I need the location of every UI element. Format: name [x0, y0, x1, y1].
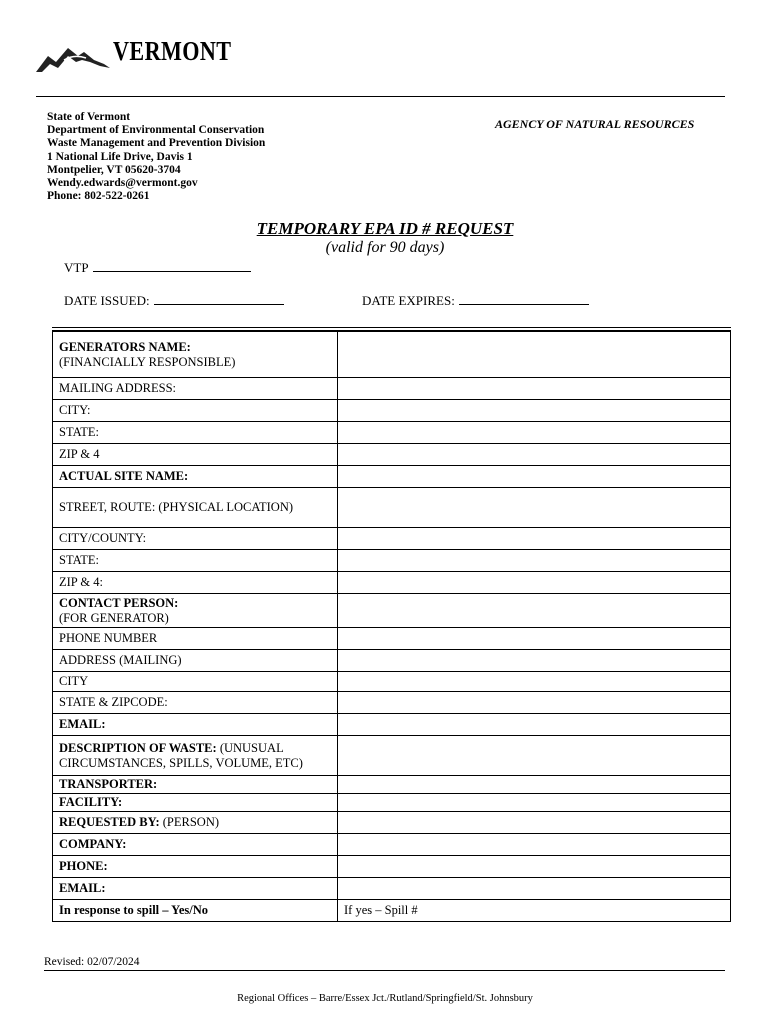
- field-value-input[interactable]: [338, 692, 731, 714]
- field-label: [53, 714, 338, 736]
- field-value-input[interactable]: [338, 650, 731, 672]
- field-label: [53, 856, 338, 878]
- field-label-text: STATE:: [59, 553, 99, 567]
- field-value-input[interactable]: [338, 550, 731, 572]
- field-label-text: CITY:: [59, 403, 91, 417]
- vermont-logo-icon: [34, 42, 114, 76]
- field-label-text: PHONE NUMBER: [59, 631, 158, 645]
- address-line: State of Vermont: [47, 111, 131, 123]
- date-issued-label: DATE ISSUED:: [64, 293, 150, 308]
- field-value-input[interactable]: [338, 378, 731, 400]
- field-value-input[interactable]: [338, 878, 731, 900]
- field-label-bold: CONTACT PERSON:: [59, 595, 179, 610]
- field-label-text: (FINANCIALLY RESPONSIBLE): [59, 354, 236, 369]
- date-expires-input[interactable]: [459, 292, 589, 305]
- field-value-input[interactable]: [338, 332, 731, 378]
- field-label: [53, 878, 338, 900]
- address-email: Wendy.edwards@vermont.gov: [47, 177, 198, 190]
- revised-date: Revised: 02/07/2024: [44, 956, 140, 968]
- field-label: [53, 650, 338, 672]
- table-row: [53, 444, 731, 466]
- field-label-text: ADDRESS (MAILING): [59, 653, 182, 667]
- table-row: [53, 332, 731, 378]
- vtp-label: VTP: [64, 260, 89, 275]
- field-value-input[interactable]: [338, 776, 731, 794]
- table-row: [53, 692, 731, 714]
- field-label: [53, 444, 338, 466]
- field-label-bold: EMAIL:: [59, 717, 106, 731]
- table-row: [53, 572, 731, 594]
- field-value-input[interactable]: [338, 444, 731, 466]
- address-line: Montpelier, VT 05620-3704: [47, 163, 181, 176]
- table-row: [53, 400, 731, 422]
- field-value-input[interactable]: [338, 812, 731, 834]
- field-label-bold: ACTUAL SITE NAME:: [59, 469, 189, 483]
- field-label-bold: GENERATORS NAME:: [59, 339, 191, 354]
- field-value-input[interactable]: [338, 672, 731, 692]
- vtp-input[interactable]: [93, 259, 251, 272]
- address-line: Waste Management and Prevention Division: [47, 137, 266, 150]
- field-value-input[interactable]: [338, 736, 731, 776]
- field-label-text: STATE & ZIPCODE:: [59, 695, 168, 709]
- address-line: 1 National Life Drive, Davis 1: [47, 150, 193, 163]
- agency-name: AGENCY OF NATURAL RESOURCES: [495, 117, 695, 131]
- field-value-input[interactable]: [338, 856, 731, 878]
- field-label: [53, 900, 338, 922]
- field-label-bold: TRANSPORTER:: [59, 777, 158, 791]
- table-row: [53, 378, 731, 400]
- table-row: [53, 878, 731, 900]
- field-label: [53, 834, 338, 856]
- field-value-input[interactable]: If yes – Spill #: [338, 900, 731, 922]
- table-row: [53, 714, 731, 736]
- table-row: [53, 834, 731, 856]
- field-label-text: ZIP & 4: [59, 447, 100, 461]
- field-label-bold: COMPANY:: [59, 837, 127, 851]
- field-label: [53, 528, 338, 550]
- field-label: [53, 736, 338, 776]
- address-phone: Phone: 802-522-0261: [47, 190, 150, 203]
- date-issued-field: [64, 292, 284, 309]
- field-label-text: (FOR GENERATOR): [59, 610, 169, 625]
- table-row: [53, 466, 731, 488]
- table-row: [53, 776, 731, 794]
- table-row: [53, 488, 731, 528]
- table-row: [53, 650, 731, 672]
- field-label-text: CITY: [59, 674, 89, 688]
- field-label: [53, 794, 338, 812]
- field-value-input[interactable]: [338, 628, 731, 650]
- field-label-bold: PHONE:: [59, 859, 108, 873]
- logo-wordmark: VERMONT: [113, 36, 232, 66]
- field-label: [53, 812, 338, 834]
- field-label: [53, 776, 338, 794]
- date-issued-input[interactable]: [154, 292, 284, 305]
- field-label: [53, 594, 338, 628]
- field-label-bold: DESCRIPTION OF WASTE:: [59, 740, 217, 755]
- address-line: Department of Environmental Conservation: [47, 124, 265, 137]
- address-block: [47, 111, 265, 203]
- field-label-text: STATE:: [59, 425, 99, 439]
- request-form-table: [52, 327, 731, 922]
- field-label: [53, 400, 338, 422]
- field-label-bold: In response to spill – Yes/No: [59, 903, 208, 917]
- header-divider: [36, 96, 725, 97]
- table-row: [53, 856, 731, 878]
- field-label: [53, 692, 338, 714]
- vtp-field: [64, 259, 251, 276]
- table-row: [53, 422, 731, 444]
- field-label-text: (UNUSUAL CIRCUMSTANCES, SPILLS, VOLUME, ETC): [59, 740, 303, 770]
- table-row: [53, 672, 731, 692]
- table-row: [53, 736, 731, 776]
- field-label-text: MAILING ADDRESS:: [59, 381, 177, 395]
- date-expires-label: DATE EXPIRES:: [362, 293, 455, 308]
- field-value-input[interactable]: [338, 422, 731, 444]
- field-label-text: CITY/COUNTY:: [59, 531, 147, 545]
- field-label: [53, 378, 338, 400]
- field-value-input[interactable]: [338, 834, 731, 856]
- date-expires-field: [362, 292, 589, 309]
- form-subtitle: (valid for 90 days): [325, 239, 445, 256]
- field-value-input[interactable]: [338, 466, 731, 488]
- field-label: [53, 332, 338, 378]
- field-label: [53, 422, 338, 444]
- table-row: [53, 594, 731, 628]
- field-value-input[interactable]: [338, 488, 731, 528]
- table-row: [53, 812, 731, 834]
- field-label-bold: EMAIL:: [59, 881, 106, 895]
- field-value-input[interactable]: [338, 714, 731, 736]
- regional-offices: Regional Offices – Barre/Essex Jct./Rutland/Springfield/St. Johnsbury: [237, 993, 533, 1004]
- field-value-input[interactable]: [338, 400, 731, 422]
- field-value-input[interactable]: [338, 572, 731, 594]
- form-title: TEMPORARY EPA ID # REQUEST: [256, 219, 514, 238]
- field-label: [53, 466, 338, 488]
- field-label: [53, 572, 338, 594]
- field-label-text: ZIP & 4:: [59, 575, 103, 589]
- field-label-bold: FACILITY:: [59, 795, 123, 809]
- field-value-input[interactable]: [338, 528, 731, 550]
- field-label: [53, 488, 338, 528]
- table-row: [53, 550, 731, 572]
- field-value-input[interactable]: [338, 794, 731, 812]
- table-row: [53, 900, 731, 922]
- table-row: [53, 628, 731, 650]
- field-value-input[interactable]: [338, 594, 731, 628]
- table-row: [53, 794, 731, 812]
- field-label: [53, 672, 338, 692]
- table-row: [53, 528, 731, 550]
- field-label-text: STREET, ROUTE: (PHYSICAL LOCATION): [59, 500, 294, 514]
- field-label-text: (PERSON): [159, 815, 220, 829]
- field-label-bold: REQUESTED BY:: [59, 815, 160, 829]
- field-label: [53, 628, 338, 650]
- field-label: [53, 550, 338, 572]
- footer-divider: [44, 970, 725, 971]
